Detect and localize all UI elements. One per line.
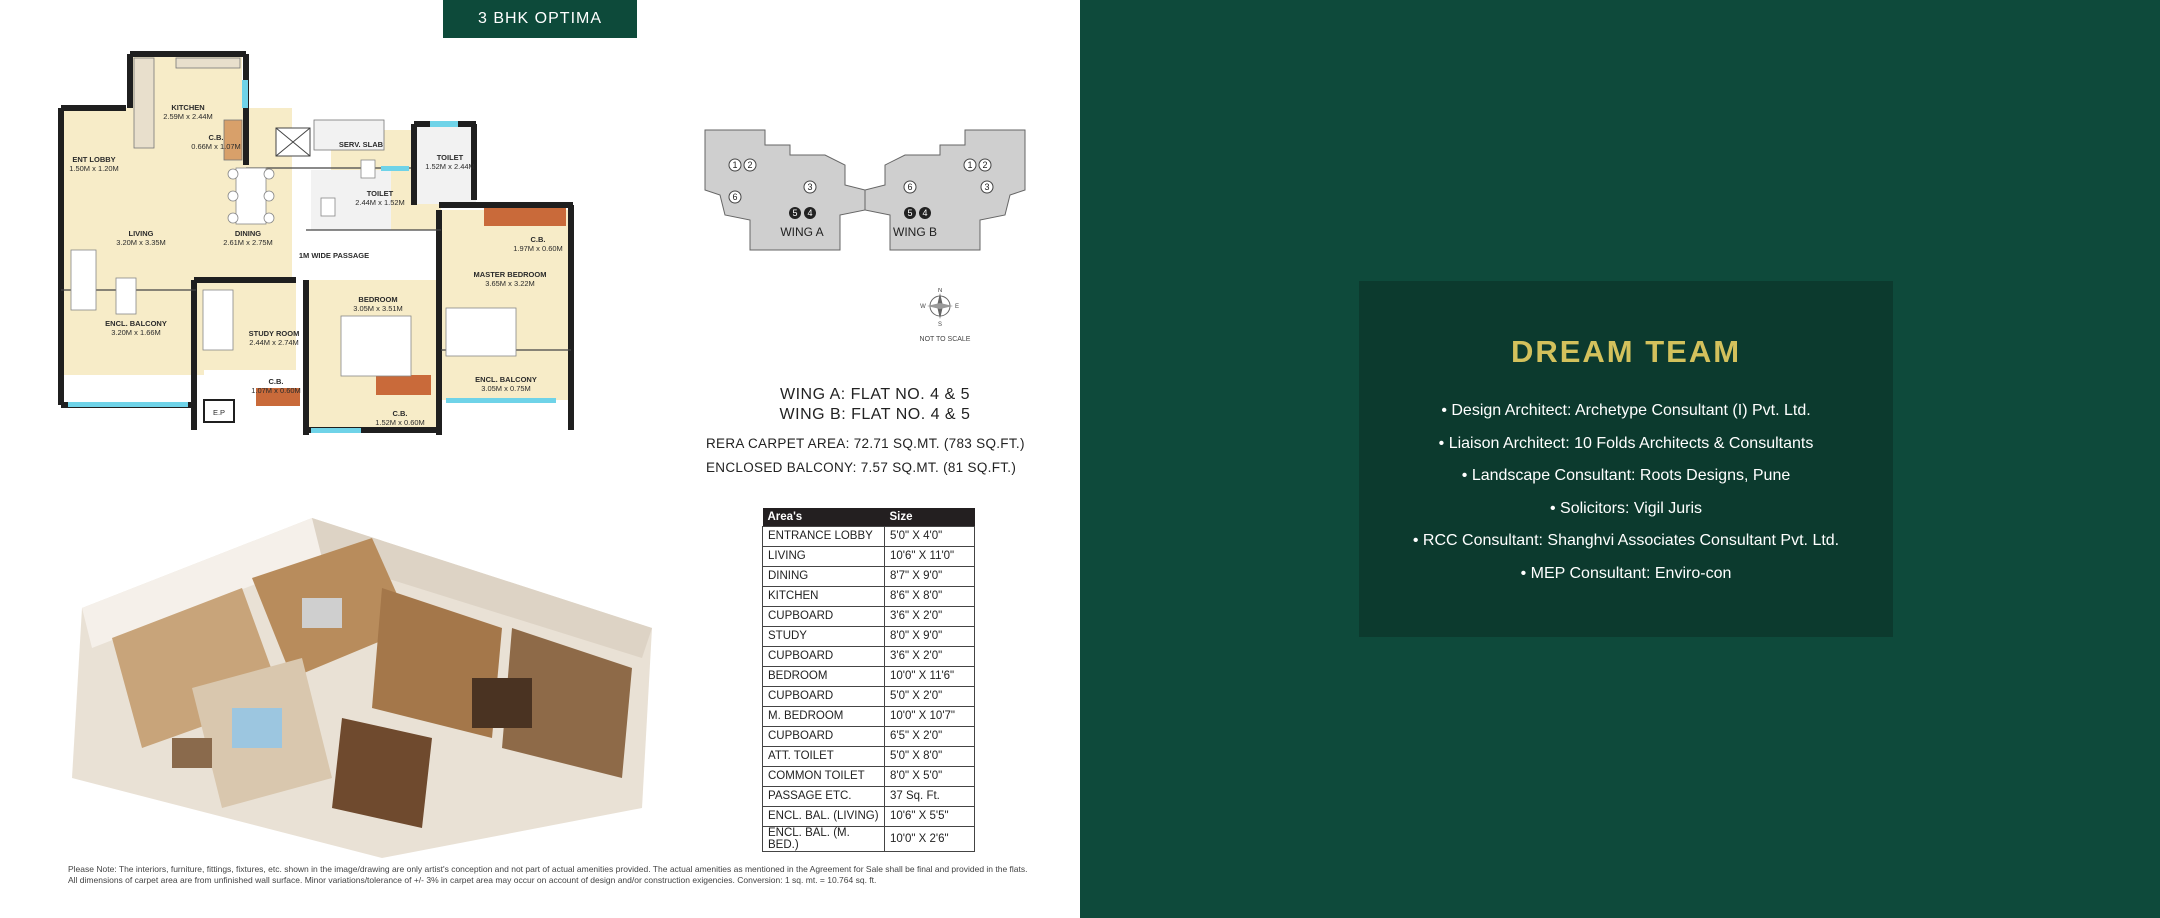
svg-text:6: 6 — [907, 182, 913, 192]
svg-text:2.44M x 2.74M: 2.44M x 2.74M — [249, 338, 299, 347]
svg-text:W: W — [920, 304, 926, 310]
svg-text:1.52M x 0.60M: 1.52M x 0.60M — [375, 418, 425, 427]
svg-text:1.50M x 1.20M: 1.50M x 1.20M — [69, 164, 119, 173]
area-cell: ENCL. BAL. (LIVING) — [763, 806, 885, 826]
column-header-size: Size — [885, 508, 975, 526]
area-cell: CUPBOARD — [763, 686, 885, 706]
not-to-scale-note: NOT TO SCALE — [919, 336, 971, 343]
svg-text:1.07M x 0.60M: 1.07M x 0.60M — [251, 386, 301, 395]
table-row — [763, 726, 975, 746]
list-item: • Liaison Architect: 10 Folds Architects & Consultants — [1438, 434, 1814, 452]
size-cell: 10'0" X 10'7" — [885, 706, 975, 726]
list-item: • Landscape Consultant: Roots Designs, Pune — [1461, 467, 1791, 485]
isometric-render — [52, 478, 672, 858]
svg-text:2.59M x 2.44M: 2.59M x 2.44M — [163, 112, 213, 121]
wing-key-map — [695, 125, 1035, 255]
svg-text:C.B.: C.B. — [268, 377, 284, 386]
svg-text:3: 3 — [807, 182, 813, 192]
svg-text:ENCL. BALCONY: ENCL. BALCONY — [105, 319, 167, 328]
svg-text:1M WIDE PASSAGE: 1M WIDE PASSAGE — [298, 251, 370, 260]
svg-text:S: S — [937, 322, 943, 328]
table-row — [763, 806, 975, 826]
svg-text:3.65M x 3.22M: 3.65M x 3.22M — [485, 279, 535, 288]
svg-text:2: 2 — [982, 160, 988, 170]
svg-text:5: 5 — [907, 208, 913, 218]
enclosed-balcony-area: ENCLOSED BALCONY: 7.57 SQ.MT. (81 SQ.FT.) — [706, 460, 1017, 475]
svg-text:DINING: DINING — [234, 229, 262, 238]
svg-text:3.05M x 3.51M: 3.05M x 3.51M — [353, 304, 403, 313]
svg-text:E.P: E.P — [212, 408, 226, 417]
table-row — [763, 606, 975, 626]
svg-text:2.44M x 1.52M: 2.44M x 1.52M — [355, 198, 405, 207]
svg-text:0.66M x 1.07M: 0.66M x 1.07M — [191, 142, 241, 151]
size-cell: 6'5" X 2'0" — [885, 726, 975, 746]
table-row — [763, 746, 975, 766]
svg-text:SERV. SLAB: SERV. SLAB — [338, 140, 384, 149]
table-row — [763, 766, 975, 786]
floor-plan — [56, 50, 576, 440]
area-cell: PASSAGE ETC. — [763, 786, 885, 806]
size-cell: 5'0" X 2'0" — [885, 686, 975, 706]
svg-text:C.B.: C.B. — [392, 409, 408, 418]
size-cell: 10'6" X 5'5" — [885, 806, 975, 826]
svg-text:3: 3 — [984, 182, 990, 192]
area-cell: CUPBOARD — [763, 606, 885, 626]
size-cell: 5'0" X 8'0" — [885, 746, 975, 766]
svg-text:WING B: WING B — [893, 225, 937, 239]
svg-text:MASTER BEDROOM: MASTER BEDROOM — [473, 270, 547, 279]
table-row — [763, 626, 975, 646]
right-page — [1080, 0, 2160, 918]
dream-team-list — [1359, 395, 1893, 591]
area-cell: LIVING — [763, 546, 885, 566]
size-cell: 5'0" X 4'0" — [885, 526, 975, 546]
svg-text:2: 2 — [747, 160, 753, 170]
dream-team-panel — [1359, 281, 1893, 637]
svg-text:WING A: WING A — [780, 225, 824, 239]
wing-b-flats: WING B: FLAT NO. 4 & 5 — [779, 406, 971, 423]
area-cell: KITCHEN — [763, 586, 885, 606]
table-row — [763, 786, 975, 806]
list-item: • MEP Consultant: Enviro-con — [1520, 564, 1732, 582]
dream-team-title: DREAM TEAM — [1510, 334, 1742, 369]
svg-text:C.B.: C.B. — [530, 235, 546, 244]
table-row — [763, 526, 975, 546]
area-cell: ATT. TOILET — [763, 746, 885, 766]
area-cell: DINING — [763, 566, 885, 586]
wing-a-flats: WING A: FLAT NO. 4 & 5 — [779, 386, 970, 403]
area-cell: M. BEDROOM — [763, 706, 885, 726]
table-row — [763, 686, 975, 706]
svg-text:BEDROOM: BEDROOM — [358, 295, 398, 304]
table-row — [763, 706, 975, 726]
svg-text:1.97M x 0.60M: 1.97M x 0.60M — [513, 244, 563, 253]
svg-text:3.05M x 0.75M: 3.05M x 0.75M — [481, 384, 531, 393]
flat-type-badge: 3 BHK OPTIMA — [443, 0, 637, 38]
area-size-table — [762, 508, 975, 852]
table-header-row — [763, 508, 975, 526]
svg-text:4: 4 — [807, 208, 813, 218]
svg-text:4: 4 — [922, 208, 928, 218]
list-item: • Solicitors: Vigil Juris — [1549, 499, 1702, 517]
table-row — [763, 826, 975, 851]
svg-text:N: N — [937, 288, 943, 294]
rera-carpet-area: RERA CARPET AREA: 72.71 SQ.MT. (783 SQ.FT.) — [706, 436, 1025, 451]
table-row — [763, 646, 975, 666]
size-cell: 37 Sq. Ft. — [885, 786, 975, 806]
table-row — [763, 666, 975, 686]
svg-text:LIVING: LIVING — [128, 229, 154, 238]
size-cell: 10'0" X 11'6" — [885, 666, 975, 686]
disclaimer-note: Please Note: The interiors, furniture, fittings, fixtures, etc. shown in the image/drawing are only artist's conception and not part of actual amenities provided. The actual amenities as mentioned in the Agreement for Sale shall be final and provided in the flats. All dimensions of carpet area are from unfinished wall surface. Minor variations/tolerance of +/- 3% in carpet area may occur on account of design and/or construction exigencies. Conversion: 1 sq. mt. = 10.764 sq. ft. — [68, 864, 1028, 885]
svg-text:ENT LOBBY: ENT LOBBY — [72, 155, 116, 164]
size-cell: 3'6" X 2'0" — [885, 606, 975, 626]
svg-text:E: E — [954, 304, 960, 310]
svg-text:STUDY ROOM: STUDY ROOM — [248, 329, 300, 338]
svg-text:5: 5 — [792, 208, 798, 218]
svg-text:1.52M x 2.44M: 1.52M x 2.44M — [425, 162, 475, 171]
svg-text:C.B.: C.B. — [208, 133, 224, 142]
size-cell: 8'0" X 5'0" — [885, 766, 975, 786]
size-cell: 10'0" X 2'6" — [885, 826, 975, 851]
table-row — [763, 586, 975, 606]
svg-text:3.20M x 1.66M: 3.20M x 1.66M — [111, 328, 161, 337]
size-cell: 8'7" X 9'0" — [885, 566, 975, 586]
area-cell: CUPBOARD — [763, 646, 885, 666]
area-cell: ENTRANCE LOBBY — [763, 526, 885, 546]
area-cell: COMMON TOILET — [763, 766, 885, 786]
svg-text:1: 1 — [967, 160, 973, 170]
area-cell: ENCL. BAL. (M. BED.) — [763, 826, 885, 851]
svg-text:TOILET: TOILET — [436, 153, 464, 162]
svg-text:3.20M x 3.35M: 3.20M x 3.35M — [116, 238, 166, 247]
size-cell: 8'0" X 9'0" — [885, 626, 975, 646]
size-cell: 8'6" X 8'0" — [885, 586, 975, 606]
size-cell: 10'6" X 11'0" — [885, 546, 975, 566]
area-cell: STUDY — [763, 626, 885, 646]
kitchen-label: KITCHEN — [171, 103, 205, 112]
column-header-area: Area's — [763, 508, 885, 526]
table-row — [763, 566, 975, 586]
wing-flat-info — [700, 385, 1050, 425]
list-item: • Design Architect: Archetype Consultant (I) Pvt. Ltd. — [1441, 402, 1811, 419]
list-item: • RCC Consultant: Shanghvi Associates Consultant Pvt. Ltd. — [1412, 532, 1840, 550]
table-row — [763, 546, 975, 566]
svg-text:1: 1 — [732, 160, 738, 170]
svg-text:2.61M x 2.75M: 2.61M x 2.75M — [223, 238, 273, 247]
area-cell: BEDROOM — [763, 666, 885, 686]
svg-text:ENCL. BALCONY: ENCL. BALCONY — [475, 375, 537, 384]
size-cell: 3'6" X 2'0" — [885, 646, 975, 666]
svg-text:6: 6 — [732, 192, 738, 202]
area-cell: CUPBOARD — [763, 726, 885, 746]
svg-text:TOILET: TOILET — [366, 189, 394, 198]
